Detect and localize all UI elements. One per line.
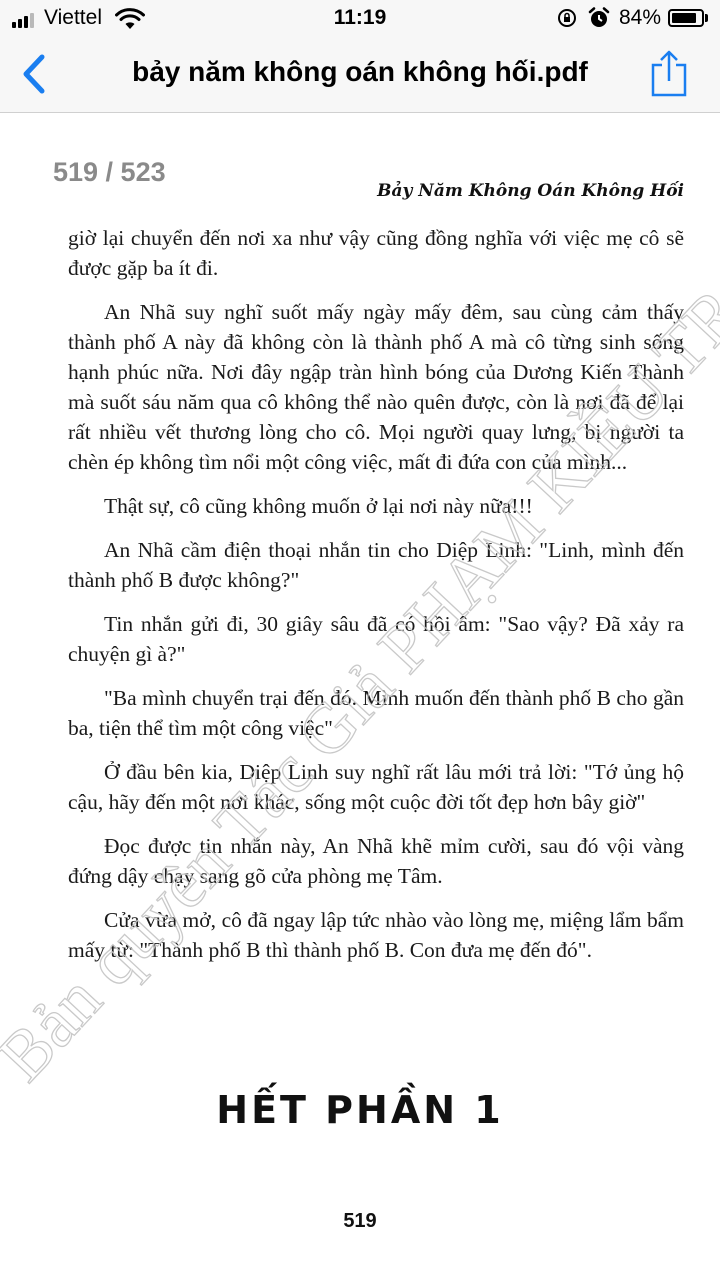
paragraph: An Nhã cầm điện thoại nhắn tin cho Diệp Linh: "Linh, mình đến thành phố B được không?" [68, 538, 684, 592]
battery-level [672, 13, 696, 23]
running-header: Bảy Năm Không Oán Không Hối [377, 181, 684, 201]
status-bar [0, 0, 720, 38]
paragraph: Cửa vừa mở, cô đã ngay lập tức nhào vào lòng mẹ, miệng lẩm bẩm mấy từ: "Thành phố B thì thành phố B. Con đưa mẹ đến đó". [68, 908, 684, 962]
paragraph: "Ba mình chuyển trại đến đó. Mình muốn đến thành phố B cho gần ba, tiện thể tìm một công việc" [68, 686, 684, 740]
carrier-name: Viettel [44, 6, 102, 29]
chevron-left-icon[interactable] [14, 51, 54, 97]
paragraph: Đọc được tin nhắn này, An Nhã khẽ mỉm cười, sau đó vội vàng đứng dậy chạy sang gõ cửa phòng mẹ Tâm. [68, 834, 684, 888]
share-icon[interactable] [648, 48, 690, 98]
paragraph: Tin nhắn gửi đi, 30 giây sâu đã có hồi âm: "Sao vậy? Đã xảy ra chuyện gì à?" [68, 612, 684, 666]
paragraph: giờ lại chuyển đến nơi xa như vậy cũng đồng nghĩa với việc mẹ cô sẽ được gặp ba ít đi. [68, 226, 684, 280]
paragraph: Ở đầu bên kia, Diệp Linh suy nghĩ rất lâu mới trả lời: "Tớ ủng hộ cậu, hãy đến một nơi khác, sống một cuộc đời tốt đẹp hơn bây giờ" [68, 760, 684, 814]
battery-icon [668, 9, 704, 27]
document-title: bảy năm không oán không hối.pdf [132, 56, 588, 87]
page-number: 519 [343, 1210, 377, 1232]
navigation-bar [0, 38, 720, 113]
paragraph: Thật sự, cô cũng không muốn ở lại nơi này nữa!!! [104, 494, 533, 518]
page-indicator: 519 / 523 [53, 157, 166, 187]
body-text [68, 223, 684, 979]
pdf-page[interactable] [0, 113, 720, 1280]
end-of-part-heading: HẾT PHẦN 1 [216, 1088, 504, 1132]
battery-tip [705, 14, 708, 22]
rotation-lock-icon [557, 8, 577, 28]
alarm-icon [588, 7, 610, 29]
status-time: 11:19 [333, 6, 387, 29]
battery-percentage: 84% [619, 6, 662, 29]
paragraph: An Nhã suy nghĩ suốt mấy ngày mấy đêm, sau cùng cảm thấy thành phố A này đã không còn là thành phố A mà cô từng sinh sống hạnh phúc nữa. Nơi đây ngập tràn hình bóng của Dương Kiến Thành mà suốt sáu năm qua cô không thể nào quên được, còn là nơi đã để lại rất nhiều vết thương lòng cho cô. Mọi người quay lưng, bị người ta chèn ép không tìm nổi một công việc, mất đi đứa con của mình... [68, 300, 684, 474]
